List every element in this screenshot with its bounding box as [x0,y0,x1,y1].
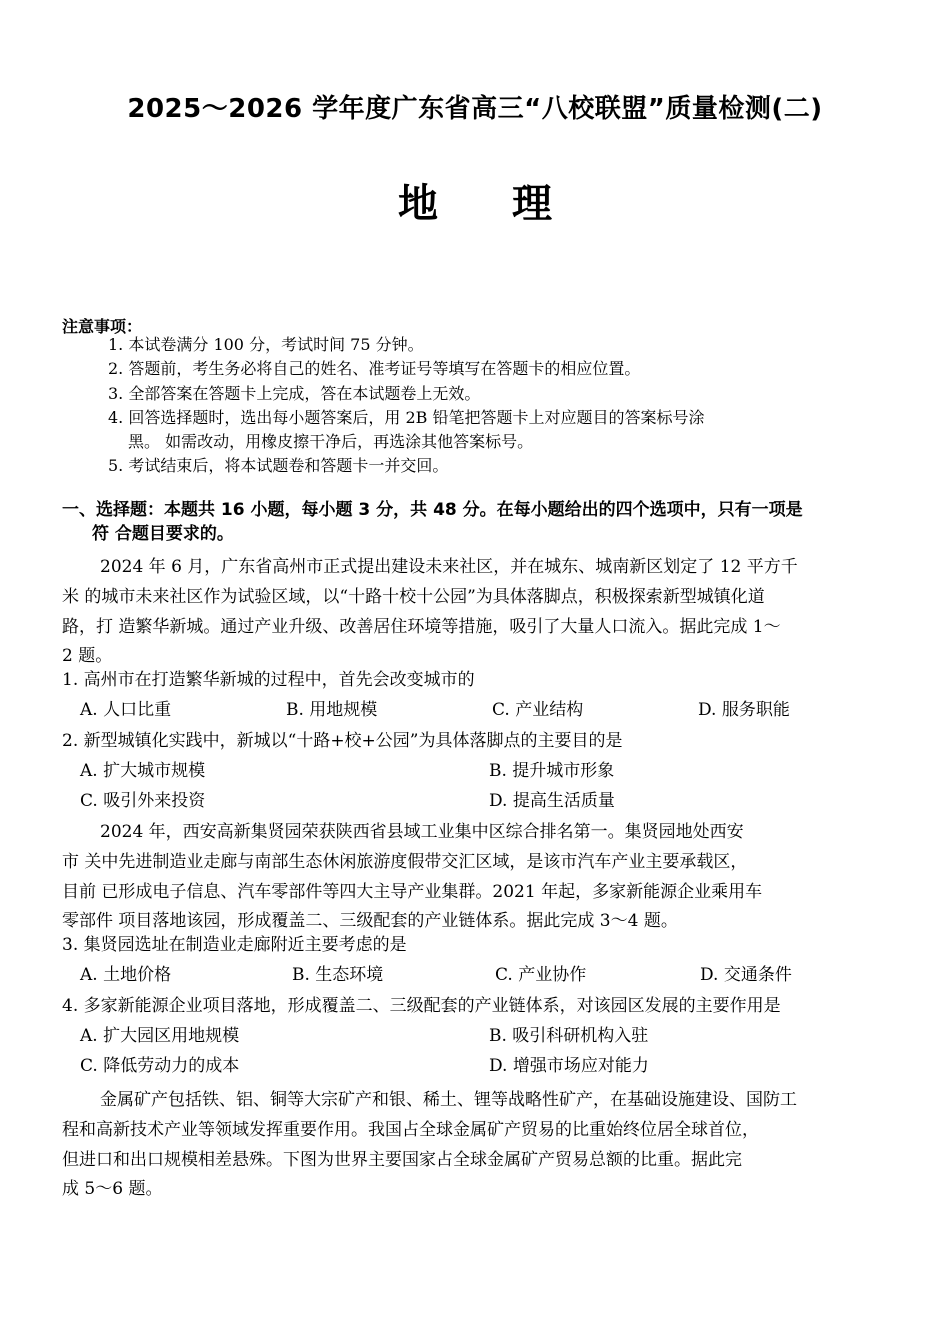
question-stem: 2. 新型城镇化实践中，新城以“十路+校+公园”为具体落脚点的主要目的是 [62,731,623,751]
passage-line: 2024 年，西安高新集贤园荣获陕西省县域工业集中区综合排名第一。集贤园地处西安 [100,822,744,842]
option-a: A. 扩大城市规模 [80,761,206,781]
option-d: D. 增强市场应对能力 [489,1056,649,1076]
passage-line: 目前 已形成电子信息、汽车零部件等四大主导产业集群。2021 年起，多家新能源企业乘用车 [62,881,763,902]
notice-item-continued: 黑。 如需改动，用橡皮擦干净后，再选涂其他答案标号。 [128,432,534,452]
option-d: D. 交通条件 [700,965,792,985]
notice-item: 5. 考试结束后，将本试题卷和答题卡一并交回。 [108,456,449,476]
passage-1 [62,553,902,672]
passage-line: 市 关中先进制造业走廊与南部生态休闲旅游度假带交汇区域，是该市汽车产业主要承载区， [62,851,748,872]
passage-line: 零部件 项目落地该园，形成覆盖二、三级配套的产业链体系。据此完成 3～4 题。 [62,911,678,932]
option-a: A. 土地价格 [80,965,172,985]
section-heading-line: 符 合题目要求的。 [92,524,234,544]
option-c: C. 产业结构 [492,700,584,720]
option-c: C. 降低劳动力的成本 [80,1056,240,1076]
subject-title: 地理 [398,181,626,227]
passage-line: 2 题。 [62,646,113,667]
passage-line: 成 5～6 题。 [62,1179,163,1200]
passage-line: 米 的城市未来社区作为试验区域，以“十路十校十公园”为具体落脚点，积极探索新型城镇化道 [62,586,765,607]
question-4 [62,991,902,1081]
question-options [62,1021,902,1051]
option-b: B. 提升城市形象 [489,761,615,781]
option-a: A. 人口比重 [80,700,172,720]
question-3 [62,930,902,990]
option-d: D. 服务职能 [698,700,790,720]
passage-line: 程和高新技术产业等领域发挥重要作用。我国占全球金属矿产贸易的比重始终位居全球首位， [62,1119,759,1140]
exam-title: 2025～2026 学年度广东省高三“八校联盟”质量检测(二) [127,94,823,124]
passage-line: 路，打 造繁华新城。通过产业升级、改善居住环境等措施，吸引了大量人口流入。据此完成 1～ [62,616,781,637]
notice-item: 3. 全部答案在答题卡上完成，答在本试题卷上无效。 [108,383,481,403]
question-options [62,756,902,786]
notice-item: 4. 回答选择题时，选出每小题答案后，用 2B 铅笔把答题卡上对应题目的答案标号涂 [108,407,705,427]
question-2 [62,726,902,816]
option-c: C. 吸引外来投资 [80,791,206,811]
option-b: B. 吸引科研机构入驻 [489,1026,649,1046]
question-stem: 4. 多家新能源企业项目落地，形成覆盖二、三级配套的产业链体系，对该园区发展的主要作用是 [62,996,781,1016]
notice-list [108,333,898,479]
notice-item: 2. 答题前，考生务必将自己的姓名、准考证号等填写在答题卡的相应位置。 [108,359,641,379]
question-options [62,960,902,990]
notice-item: 1. 本试卷满分 100 分，考试时间 75 分钟。 [108,335,424,354]
option-c: C. 产业协作 [495,965,587,985]
passage-3 [62,1086,902,1205]
question-stem: 3. 集贤园选址在制造业走廊附近主要考虑的是 [62,935,407,955]
passage-line: 2024 年 6 月，广东省高州市正式提出建设未来社区，并在城东、城南新区划定了 12 平方千 [100,557,798,577]
question-options [62,1051,902,1081]
section-heading-line: 一、选择题：本题共 16 小题，每小题 3 分，共 48 分。在每小题给出的四个选项中，只有一项是 [62,500,803,520]
question-options [62,695,902,725]
question-stem: 1. 高州市在打造繁华新城的过程中，首先会改变城市的 [62,670,475,690]
passage-2 [62,818,902,937]
option-a: A. 扩大园区用地规模 [80,1026,240,1046]
option-b: B. 生态环境 [292,965,384,985]
passage-line: 金属矿产包括铁、铝、铜等大宗矿产和银、稀土、锂等战略性矿产，在基础设施建设、国防工 [100,1090,797,1110]
question-options [62,786,902,816]
section-heading [62,498,892,546]
question-1 [62,665,902,725]
notice-heading: 注意事项： [62,317,143,336]
passage-line: 但进口和出口规模相差悬殊。下图为世界主要国家占全球金属矿产贸易总额的比重。据此完 [62,1149,742,1170]
option-d: D. 提高生活质量 [489,791,615,811]
option-b: B. 用地规模 [286,700,378,720]
